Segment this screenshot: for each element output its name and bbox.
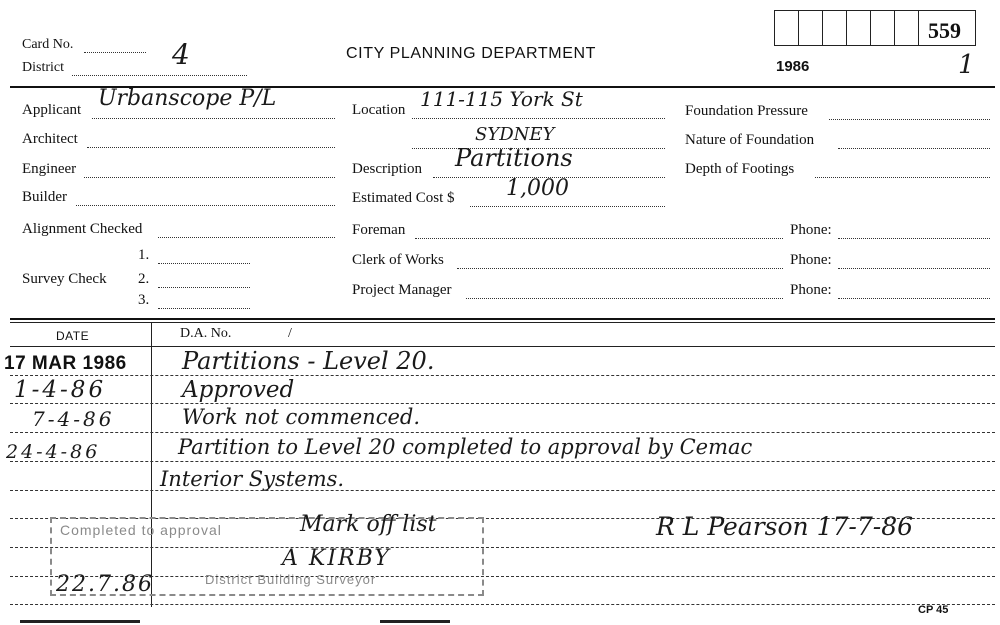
department-title: CITY PLANNING DEPARTMENT — [346, 45, 596, 62]
applicant-label: Applicant — [22, 102, 82, 118]
log-top-border-2 — [10, 322, 995, 323]
description-label: Description — [352, 161, 422, 177]
district-value: 4 — [172, 38, 190, 71]
da-header: D.A. No. — [180, 326, 232, 341]
log-rule — [10, 490, 995, 491]
survey-item-2: 2. — [138, 271, 150, 287]
box-divider — [870, 10, 871, 46]
log-note: Approved — [182, 377, 295, 403]
log-note: Partitions - Level 20. — [182, 347, 435, 375]
stamp-line-2: District Building Surveyor — [205, 572, 377, 587]
box-divider — [846, 10, 847, 46]
log-note: Work not commenced. — [182, 405, 421, 429]
clerk-line — [457, 268, 783, 269]
sheet-number: 1 — [958, 50, 975, 80]
foundation-pressure-label: Foundation Pressure — [685, 103, 808, 119]
applicant-line — [92, 118, 335, 119]
applicant-value: Urbanscope P/L — [98, 86, 277, 111]
log-rule — [10, 403, 995, 404]
survey-line-3 — [158, 308, 250, 309]
phone-line-1 — [838, 238, 990, 239]
log-date: 17 MAR 1986 — [4, 353, 127, 374]
alignment-label: Alignment Checked — [22, 221, 143, 237]
nature-foundation-line — [838, 148, 990, 149]
bottom-mark-left — [20, 620, 140, 623]
location-value-2: SYDNEY — [475, 124, 555, 145]
survey-line-2 — [158, 287, 250, 288]
survey-item-1: 1. — [138, 247, 150, 263]
log-rule — [10, 432, 995, 433]
foreman-label: Foreman — [352, 222, 406, 238]
location-label: Location — [352, 102, 406, 118]
card-number: 559 — [928, 18, 961, 43]
da-slash: / — [288, 326, 292, 341]
date-header: DATE — [56, 329, 90, 343]
log-header-line — [10, 346, 995, 347]
phone-label-2: Phone: — [790, 252, 832, 268]
nature-foundation-label: Nature of Foundation — [685, 132, 815, 148]
phone-line-3 — [838, 298, 990, 299]
log-date: 7-4-86 — [32, 407, 115, 431]
stamp-line-1: Completed to approval — [60, 522, 222, 538]
depth-footings-line — [815, 177, 990, 178]
architect-label: Architect — [22, 131, 78, 147]
clerk-label: Clerk of Works — [352, 252, 444, 268]
project-manager-label: Project Manager — [352, 282, 452, 298]
box-divider — [822, 10, 823, 46]
box-divider — [798, 10, 799, 46]
estimated-cost-label: Estimated Cost $ — [352, 190, 455, 206]
location-value-1: 111-115 York St — [420, 87, 583, 111]
estimated-cost-line — [470, 206, 665, 207]
engineer-line — [84, 177, 335, 178]
foreman-line — [415, 238, 783, 239]
survey-check-label: Survey Check — [22, 271, 107, 287]
builder-label: Builder — [22, 189, 67, 205]
box-divider — [918, 10, 919, 46]
log-rule — [10, 375, 995, 376]
estimated-cost-value: 1,000 — [506, 176, 569, 201]
description-value: Partitions — [455, 144, 573, 172]
location-line-1 — [412, 118, 665, 119]
log-rule — [10, 461, 995, 462]
phone-label-1: Phone: — [790, 222, 832, 238]
builder-line — [76, 205, 335, 206]
log-date: 1-4-86 — [14, 377, 107, 403]
architect-line — [87, 147, 335, 148]
inspector-signature: R L Pearson 17-7-86 — [656, 512, 914, 541]
box-divider — [894, 10, 895, 46]
bottom-mark-right — [380, 620, 450, 623]
log-note: Partition to Level 20 completed to approval by Cemac — [178, 435, 753, 459]
mark-off-note: Mark off list — [300, 512, 437, 537]
card-no-line — [84, 52, 146, 53]
final-date: 22.7.86 — [56, 572, 154, 597]
log-rule — [10, 604, 995, 605]
year-label: 1986 — [776, 58, 810, 75]
depth-footings-label: Depth of Footings — [685, 161, 795, 177]
project-manager-line — [466, 298, 783, 299]
form-code: CP 45 — [918, 604, 949, 616]
kirby-signature: A KIRBY — [282, 546, 391, 571]
survey-item-3: 3. — [138, 292, 150, 308]
log-note: Interior Systems. — [160, 467, 345, 491]
log-top-border — [10, 318, 995, 320]
foundation-pressure-line — [829, 119, 990, 120]
phone-line-2 — [838, 268, 990, 269]
log-date: 24-4-86 — [6, 441, 101, 463]
district-line — [72, 75, 247, 76]
card-no-label: Card No. — [22, 37, 74, 52]
survey-line-1 — [158, 263, 250, 264]
alignment-line — [158, 237, 335, 238]
district-label: District — [22, 60, 64, 75]
phone-label-3: Phone: — [790, 282, 832, 298]
engineer-label: Engineer — [22, 161, 77, 177]
